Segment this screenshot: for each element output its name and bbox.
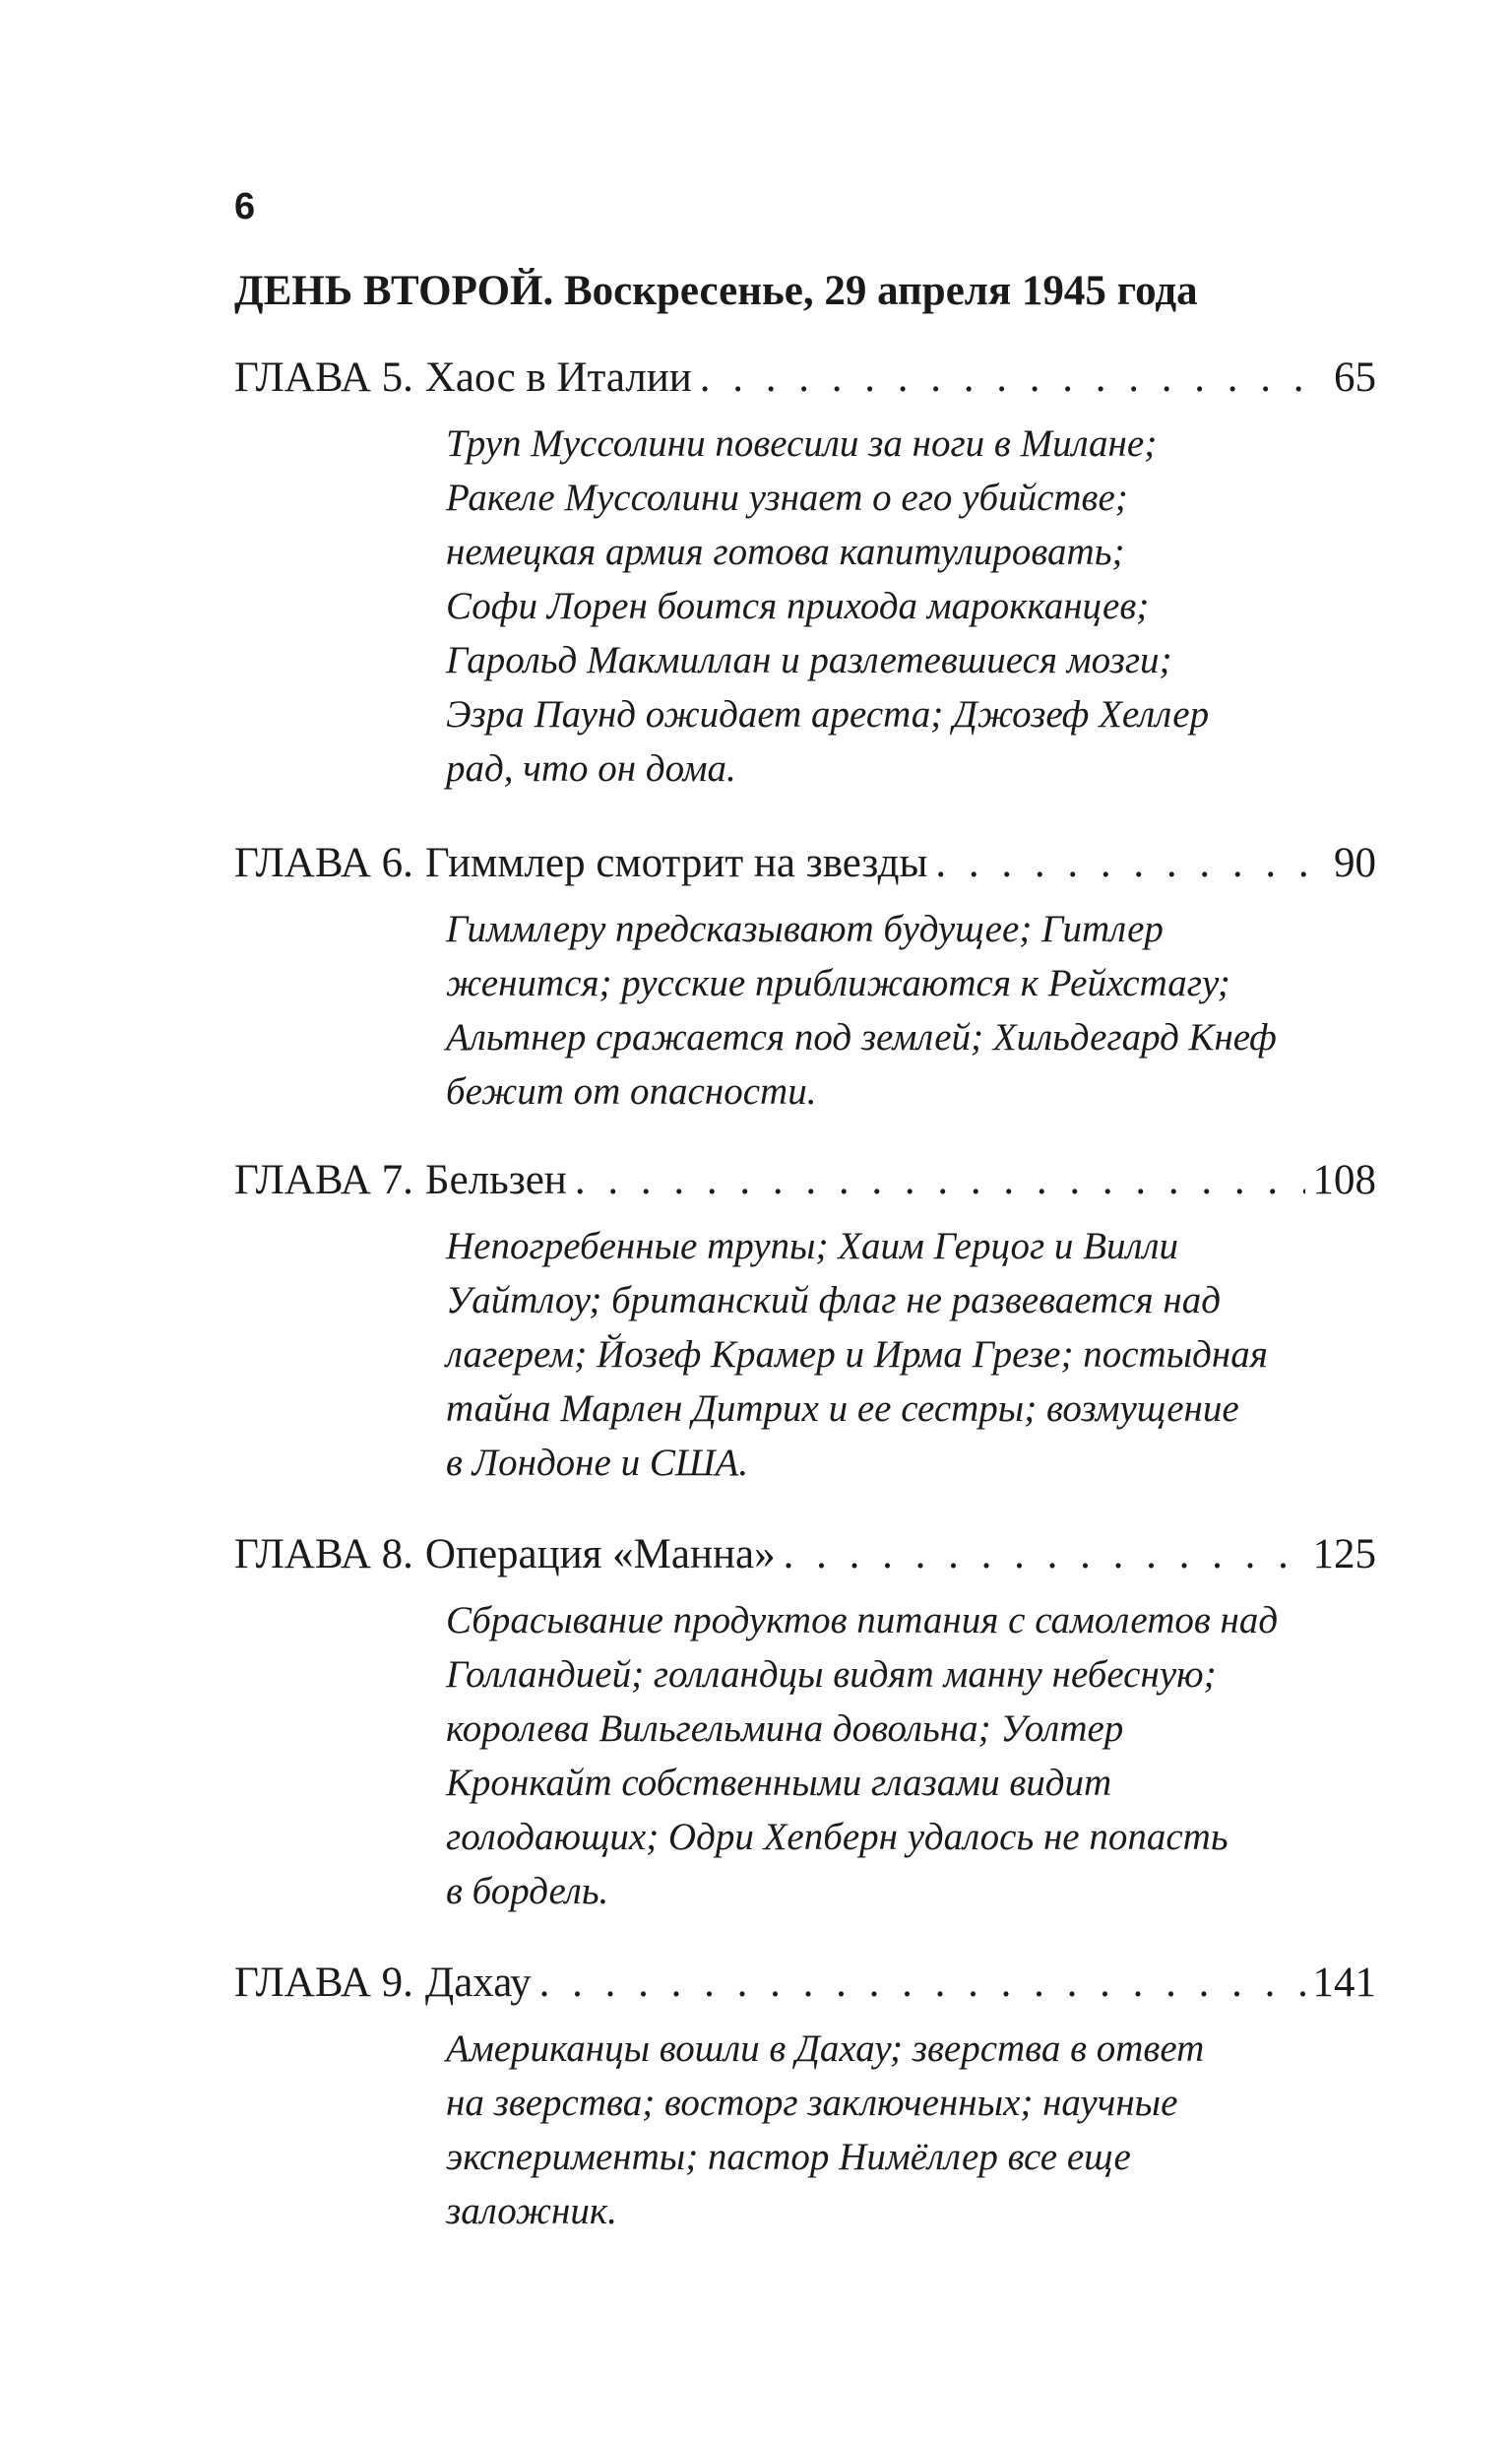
- chapter-summary: [446, 1593, 1376, 1918]
- page-number: 6: [234, 186, 256, 227]
- chapter-heading-line: [234, 1152, 1376, 1209]
- chapter-label: ГЛАВА 5.: [234, 354, 413, 401]
- summary-line: Голландией; голландцы видят манну небесную;: [446, 1653, 1217, 1696]
- toc-entry-chapter-7[interactable]: [234, 1152, 1376, 1490]
- dot-leader: [784, 1526, 1305, 1583]
- summary-line: голодающих; Одри Хепберн удалось не попасть: [446, 1816, 1228, 1858]
- toc-entry-chapter-9[interactable]: [234, 1955, 1376, 2238]
- chapter-page-number[interactable]: 125: [1312, 1531, 1376, 1577]
- dot-leader: [575, 1152, 1305, 1209]
- summary-line: Альтнер сражается под землей; Хильдегард Кнеф: [446, 1016, 1277, 1059]
- summary-line: Гарольд Макмиллан и разлетевшиеся мозги;: [446, 639, 1172, 681]
- summary-line: на зверства; восторг заключенных; научные: [446, 2082, 1178, 2124]
- chapter-label: ГЛАВА 9.: [234, 1960, 413, 2006]
- chapter-heading-line: [234, 835, 1376, 892]
- chapter-summary: [446, 1219, 1376, 1490]
- chapter-summary: [446, 902, 1376, 1119]
- dot-leader: [539, 1955, 1305, 2012]
- toc-entry-chapter-6[interactable]: [234, 835, 1376, 1119]
- summary-line: тайна Марлен Дитрих и ее сестры; возмущение: [446, 1387, 1239, 1430]
- chapter-page-number[interactable]: 108: [1312, 1157, 1376, 1203]
- day-heading: ДЕНЬ ВТОРОЙ. Воскресенье, 29 апреля 1945 года: [234, 268, 1198, 314]
- chapter-page-number[interactable]: 90: [1334, 840, 1376, 886]
- summary-line: королева Вильгельмина довольна; Уолтер: [446, 1707, 1124, 1750]
- summary-line: Кронкайт собственными глазами видит: [446, 1762, 1112, 1804]
- toc-entry-chapter-8[interactable]: [234, 1526, 1376, 1918]
- summary-line: эксперименты; пастор Нимёллер все еще: [446, 2136, 1131, 2178]
- summary-line: Уайтлоу; британский флаг не развевается над: [446, 1279, 1221, 1321]
- chapter-title[interactable]: Бельзен: [424, 1157, 567, 1203]
- summary-line: в бордель.: [446, 1870, 609, 1912]
- chapter-heading-line: [234, 1526, 1376, 1583]
- chapter-summary: [446, 2022, 1376, 2238]
- chapter-title[interactable]: Дахау: [424, 1960, 532, 2006]
- summary-line: Американцы вошли в Дахау; зверства в ответ: [446, 2027, 1205, 2070]
- toc-entry-chapter-5[interactable]: [234, 350, 1376, 796]
- dot-leader: [935, 835, 1326, 892]
- chapter-title[interactable]: Операция «Манна»: [424, 1531, 776, 1577]
- summary-line: Эзра Паунд ожидает ареста; Джозеф Хеллер: [446, 693, 1210, 736]
- chapter-page-number[interactable]: 141: [1312, 1960, 1376, 2006]
- summary-line: немецкая армия готова капитулировать;: [446, 531, 1125, 573]
- summary-line: лагерем; Йозеф Крамер и Ирма Грезе; постыдная: [446, 1333, 1268, 1376]
- summary-line: Гиммлеру предсказывают будущее; Гитлер: [446, 908, 1164, 950]
- summary-line: Софи Лорен боится прихода марокканцев;: [446, 585, 1150, 627]
- summary-line: Ракеле Муссолини узнает о его убийстве;: [446, 477, 1128, 519]
- summary-line: Непогребенные трупы; Хаим Герцог и Вилли: [446, 1225, 1179, 1267]
- chapter-heading-line: [234, 350, 1376, 407]
- summary-line: рад, что он дома.: [446, 747, 736, 790]
- summary-line: Труп Муссолини повесили за ноги в Милане;: [446, 422, 1158, 465]
- summary-line: в Лондоне и США.: [446, 1442, 749, 1484]
- chapter-summary: [446, 417, 1376, 796]
- chapter-heading-line: [234, 1955, 1376, 2012]
- chapter-label: ГЛАВА 6.: [234, 840, 413, 886]
- summary-line: женится; русские приближаются к Рейхстагу;: [446, 962, 1230, 1004]
- summary-line: Сбрасывание продуктов питания с самолетов над: [446, 1599, 1279, 1641]
- dot-leader: [700, 350, 1326, 407]
- summary-line: бежит от опасности.: [446, 1070, 817, 1113]
- chapter-label: ГЛАВА 7.: [234, 1157, 413, 1203]
- chapter-page-number[interactable]: 65: [1334, 354, 1376, 401]
- chapter-label: ГЛАВА 8.: [234, 1531, 413, 1577]
- chapter-title[interactable]: Гиммлер смотрит на звезды: [424, 840, 928, 886]
- chapter-title[interactable]: Хаос в Италии: [424, 354, 692, 401]
- summary-line: заложник.: [446, 2190, 617, 2232]
